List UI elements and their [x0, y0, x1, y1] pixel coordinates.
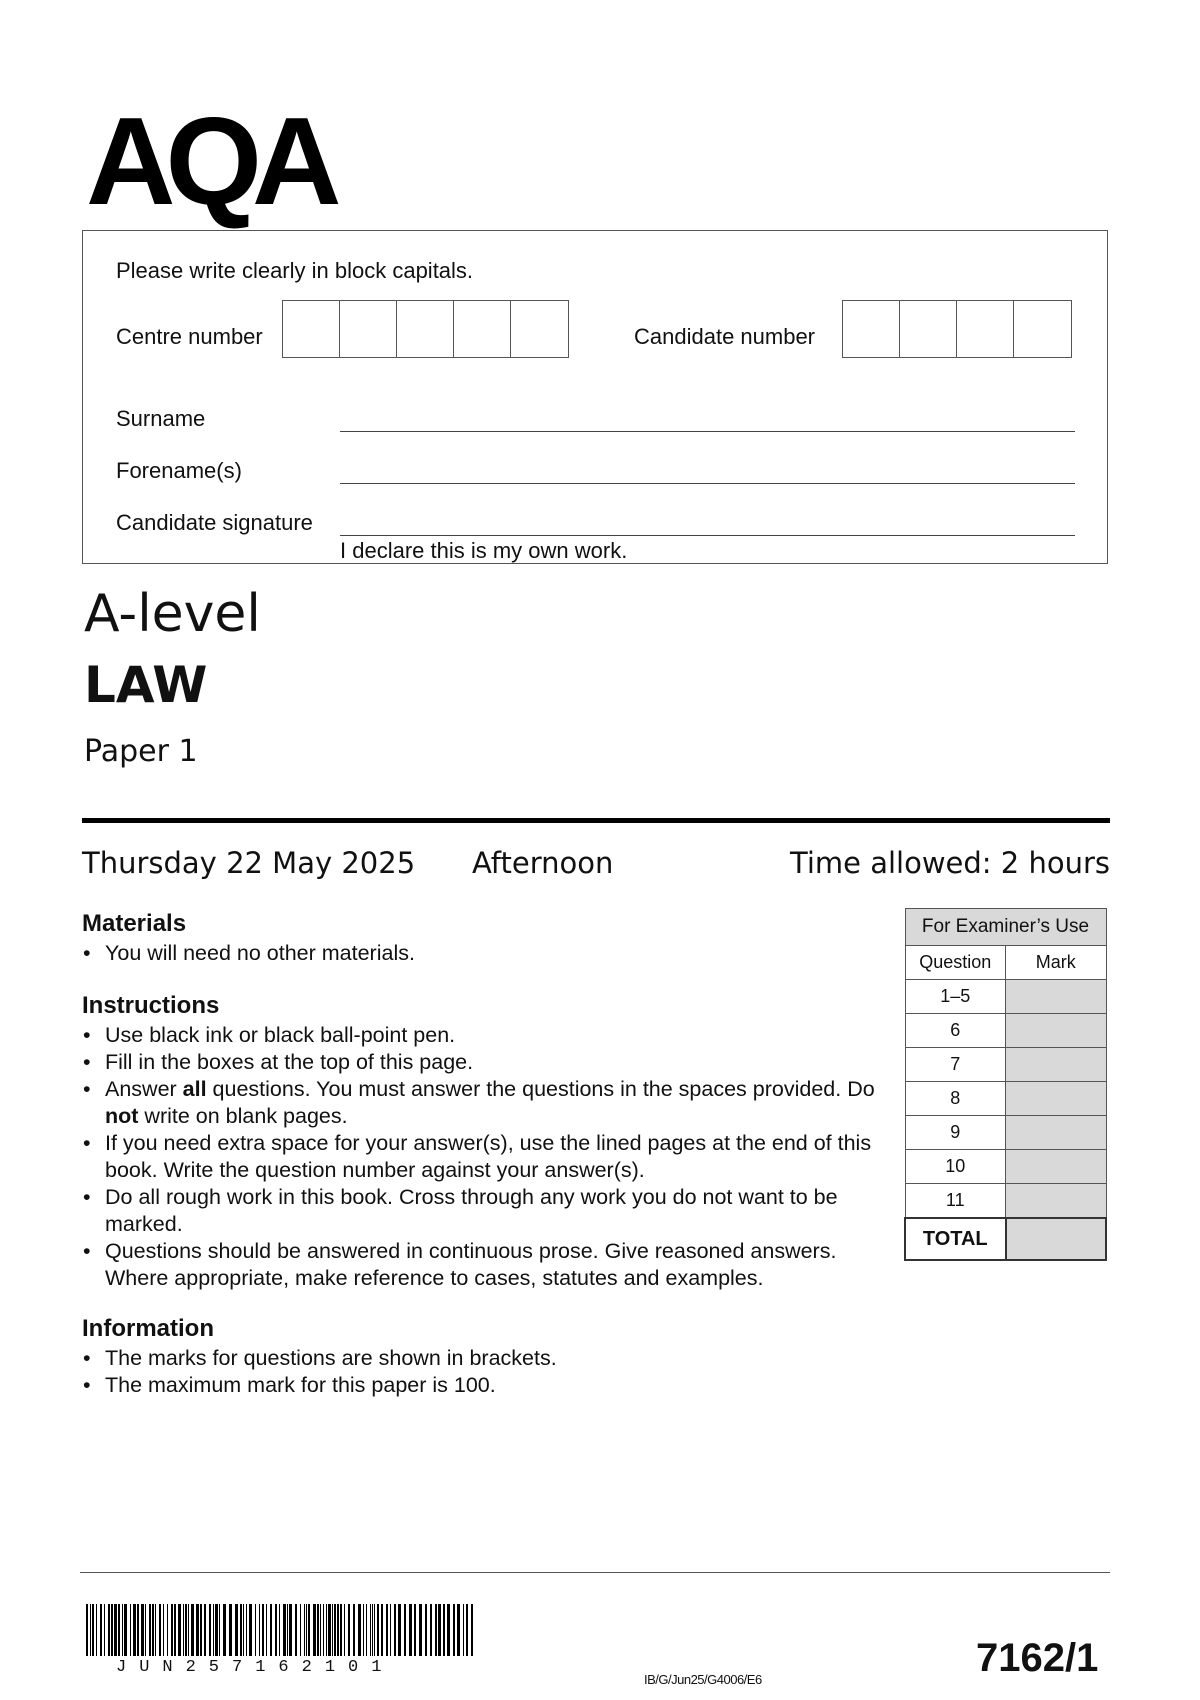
total-label: TOTAL: [905, 1218, 1006, 1260]
list-item: • The marks for questions are shown in brackets.: [82, 1345, 882, 1372]
forenames-label: Forename(s): [116, 458, 242, 483]
candidate-number-label: Candidate number: [634, 324, 816, 349]
list-item-text: Do all rough work in this book. Cross through any work you do not want to be marked.: [105, 1185, 838, 1236]
examiner-use-table: [904, 908, 1107, 1261]
list-item-text: questions. You must answer the questions in the spaces provided. Do: [206, 1077, 875, 1101]
time-allowed: Time allowed: 2 hours: [790, 846, 1110, 880]
question-cell: 8: [905, 1082, 1006, 1116]
information-list: [82, 1345, 882, 1399]
instructions-list: [82, 1022, 882, 1292]
surname-label: Surname: [116, 406, 206, 431]
list-item: [82, 1184, 882, 1238]
list-item: • The maximum mark for this paper is 100.: [82, 1372, 882, 1399]
mark-cell: [1006, 1116, 1107, 1150]
candidate-number-digit-box[interactable]: [1014, 301, 1071, 357]
question-cell: 7: [905, 1048, 1006, 1082]
candidate-number-boxes[interactable]: [842, 300, 1072, 358]
centre-number-digit-box[interactable]: [397, 301, 454, 357]
list-item-text: write on blank pages.: [138, 1104, 348, 1128]
question-cell: 11: [905, 1184, 1006, 1219]
mark-cell: [1006, 980, 1107, 1014]
paper-number: Paper 1: [84, 734, 198, 769]
barcode-number: JUN257162101: [116, 1658, 395, 1677]
barcode-graphic: [86, 1604, 474, 1656]
table-row: [905, 1150, 1106, 1184]
table-row: [905, 1048, 1106, 1082]
table-row: [905, 1184, 1106, 1219]
signature-label: Candidate signature: [116, 510, 313, 535]
declaration-text: I declare this is my own work.: [340, 538, 628, 563]
list-item: [82, 1076, 882, 1130]
centre-number-digit-box[interactable]: [283, 301, 340, 357]
list-item: • You will need no other materials.: [82, 940, 882, 967]
mark-cell: [1006, 1048, 1107, 1082]
list-item-text: If you need extra space for your answer(s), use the lined pages at the end of this book. Write the question number against your answer(s).: [105, 1131, 872, 1182]
document-reference: IB/G/Jun25/G4006/E6: [644, 1672, 762, 1687]
centre-number-label: Centre number: [116, 324, 263, 349]
mark-cell: [1006, 1082, 1107, 1116]
question-cell: 1–5: [905, 980, 1006, 1014]
emphasis-not: not: [105, 1104, 139, 1128]
subject-title: LAW: [84, 656, 208, 714]
table-row: [905, 1014, 1106, 1048]
title-divider: [82, 818, 1110, 823]
question-cell: 9: [905, 1116, 1006, 1150]
examiner-table-title: For Examiner’s Use: [905, 909, 1106, 946]
centre-number-boxes[interactable]: [282, 300, 569, 358]
candidate-number-digit-box[interactable]: [843, 301, 900, 357]
list-item-text: Use black ink or black ball-point pen.: [105, 1023, 456, 1047]
mark-cell: [1006, 1014, 1107, 1048]
materials-heading: Materials: [82, 910, 187, 937]
information-heading: Information: [82, 1315, 214, 1342]
list-item: [82, 1238, 882, 1292]
centre-number-digit-box[interactable]: [511, 301, 568, 357]
mark-cell: [1006, 1150, 1107, 1184]
footer-divider: [80, 1572, 1110, 1573]
instructions-heading: Instructions: [82, 992, 220, 1019]
question-cell: 10: [905, 1150, 1006, 1184]
list-item: [82, 1049, 882, 1076]
exam-date: Thursday 22 May 2025: [82, 846, 416, 880]
paper-code: 7162/1: [976, 1636, 1099, 1680]
table-row: [905, 1082, 1106, 1116]
mark-column-header: Mark: [1006, 946, 1107, 980]
emphasis-all: all: [182, 1077, 207, 1101]
list-item-text: Answer: [105, 1077, 183, 1101]
list-item-text: Fill in the boxes at the top of this page.: [105, 1050, 474, 1074]
aqa-logo: AQA: [86, 93, 332, 231]
list-item: [82, 1022, 882, 1049]
total-row: [905, 1218, 1106, 1260]
block-capitals-instruction: Please write clearly in block capitals.: [116, 258, 474, 283]
surname-line[interactable]: [340, 431, 1075, 432]
list-item: [82, 1130, 882, 1184]
materials-list: [82, 940, 882, 967]
signature-line[interactable]: [340, 535, 1075, 536]
exam-session: Afternoon: [472, 846, 614, 880]
qualification-level: A-level: [84, 584, 261, 644]
list-item-text: Questions should be answered in continuous prose. Give reasoned answers. Where appropriate, make reference to cases, statutes and examples.: [105, 1239, 837, 1290]
mark-cell: [1006, 1184, 1107, 1219]
candidate-number-digit-box[interactable]: [957, 301, 1014, 357]
table-row: [905, 1116, 1106, 1150]
question-cell: 6: [905, 1014, 1006, 1048]
centre-number-digit-box[interactable]: [340, 301, 397, 357]
centre-number-digit-box[interactable]: [454, 301, 511, 357]
question-column-header: Question: [905, 946, 1006, 980]
forenames-line[interactable]: [340, 483, 1075, 484]
table-row: [905, 980, 1106, 1014]
candidate-number-digit-box[interactable]: [900, 301, 957, 357]
total-mark-cell: [1006, 1218, 1107, 1260]
